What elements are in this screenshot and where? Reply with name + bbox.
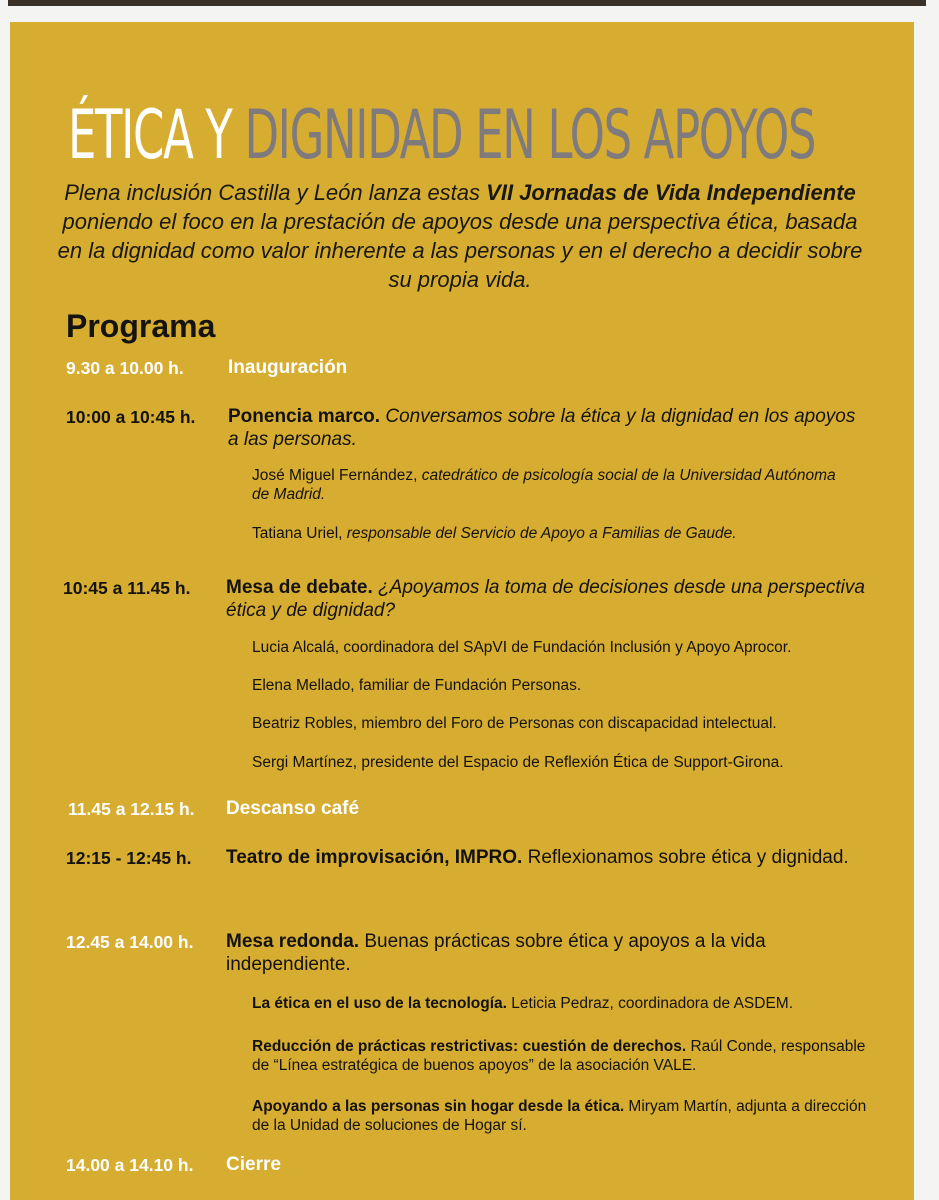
session-mesa-debate bbox=[226, 576, 866, 622]
speaker-name: José Miguel Fernández, bbox=[252, 467, 422, 484]
intro-paragraph bbox=[50, 178, 870, 294]
talk-topic: La ética en el uso de la tecnología. bbox=[252, 995, 507, 1012]
talk-speaker: Raúl Conde, responsable de “Línea estratégica de buenos apoyos” de la asociación VALE. bbox=[252, 1038, 866, 1074]
session-title: Descanso café bbox=[226, 798, 360, 819]
session-desc: Buenas prácticas sobre ética y apoyos a la vida independiente. bbox=[226, 931, 766, 975]
speaker-role: responsable del Servicio de Apoyo a Familias de Gaude. bbox=[346, 525, 737, 542]
time-slot: 12.45 a 14.00 h. bbox=[66, 932, 194, 952]
time-slot: 10:00 a 10:45 h. bbox=[66, 407, 196, 427]
talk bbox=[252, 1097, 882, 1135]
poster bbox=[10, 22, 914, 1200]
talk-speaker: Miryam Martín, adjunta a dirección de la Unidad de soluciones de Hogar sí. bbox=[252, 1098, 867, 1134]
previous-page-strip bbox=[8, 0, 926, 6]
talk bbox=[252, 994, 892, 1013]
speaker bbox=[252, 524, 872, 543]
session-mesa-redonda bbox=[226, 930, 866, 976]
session-inauguracion bbox=[228, 356, 868, 379]
intro-text-2: poniendo el foco en la prestación de apoyos desde una perspectiva ética, basada en la dignidad como valor inherente a las personas y en el derecho a decidir sobre su propia vida. bbox=[57, 209, 863, 292]
intro-text-1: Plena inclusión Castilla y León lanza estas bbox=[64, 180, 487, 205]
session-title: Mesa redonda. bbox=[226, 931, 360, 952]
session-descanso bbox=[226, 797, 866, 820]
time-slot: 9.30 a 10.00 h. bbox=[66, 358, 184, 378]
session-title: Cierre bbox=[226, 1154, 281, 1175]
talk bbox=[252, 1037, 882, 1075]
session-cierre bbox=[226, 1153, 866, 1176]
poster-title bbox=[68, 96, 816, 175]
talk-topic: Apoyando a las personas sin hogar desde la ética. bbox=[252, 1098, 625, 1115]
time-slot: 10:45 a 11.45 h. bbox=[63, 578, 191, 598]
time-slot: 12:15 - 12:45 h. bbox=[66, 848, 192, 868]
talk-speaker: Leticia Pedraz, coordinadora de ASDEM. bbox=[506, 995, 794, 1012]
top-edge bbox=[0, 0, 939, 20]
speaker-name: Tatiana Uriel, bbox=[252, 525, 347, 542]
intro-bold: VII Jornadas de Vida Independiente bbox=[486, 180, 856, 205]
title-part-gray: DIGNIDAD EN LOS APOYOS bbox=[244, 96, 816, 175]
speaker: Elena Mellado, familiar de Fundación Personas. bbox=[252, 677, 582, 694]
program-heading: Programa bbox=[66, 308, 216, 344]
talk-topic: Reducción de prácticas restrictivas: cuestión de derechos. bbox=[252, 1038, 687, 1055]
session-title: Inauguración bbox=[228, 357, 348, 378]
speaker: Beatriz Robles, miembro del Foro de Personas con discapacidad intelectual. bbox=[252, 715, 777, 732]
session-title: Mesa de debate. bbox=[226, 577, 373, 598]
session-ponencia bbox=[228, 405, 868, 451]
session-desc: Conversamos sobre la ética y la dignidad en los apoyos a las personas. bbox=[228, 406, 856, 450]
speaker: Sergi Martínez, presidente del Espacio de Reflexión Ética de Support-Girona. bbox=[252, 754, 784, 771]
speaker bbox=[252, 466, 852, 504]
speaker: Lucia Alcalá, coordinadora del SApVI de Fundación Inclusión y Apoyo Aprocor. bbox=[252, 639, 792, 656]
session-title: Teatro de improvisación, IMPRO. bbox=[226, 847, 523, 868]
speaker-role: catedrático de psicología social de la Universidad Autónoma de Madrid. bbox=[252, 467, 836, 503]
session-teatro bbox=[226, 846, 866, 869]
time-slot: 14.00 a 14.10 h. bbox=[66, 1155, 194, 1175]
session-desc: ¿Apoyamos la toma de decisiones desde una perspectiva ética y de dignidad? bbox=[226, 577, 865, 621]
session-desc: Reflexionamos sobre ética y dignidad. bbox=[522, 847, 849, 868]
title-part-white: ÉTICA Y bbox=[68, 96, 232, 175]
time-slot: 11.45 a 12.15 h. bbox=[68, 799, 195, 819]
session-title: Ponencia marco. bbox=[228, 406, 381, 427]
